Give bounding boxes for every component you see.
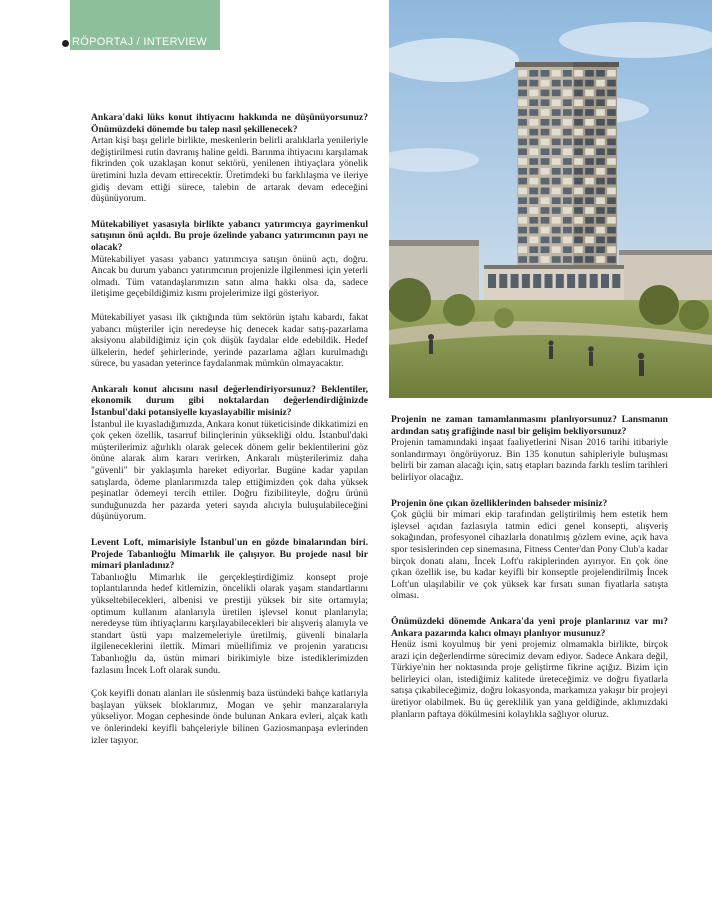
window — [585, 139, 594, 146]
window — [585, 70, 594, 77]
window — [596, 207, 605, 214]
window — [552, 246, 561, 253]
question: Ankara'daki lüks konut ihtiyacını hakkında ne düşünüyorsunuz? Önümüzdeki dönemde bu talep nasıl şekillenecek? — [91, 112, 368, 135]
window — [529, 70, 538, 77]
window — [574, 217, 583, 224]
window — [574, 256, 583, 263]
window — [574, 197, 583, 204]
window — [563, 168, 572, 175]
window — [596, 70, 605, 77]
window — [563, 237, 572, 244]
window — [563, 227, 572, 234]
window — [607, 70, 616, 77]
qa-block — [91, 219, 368, 370]
window — [552, 129, 561, 136]
window — [563, 188, 572, 195]
window — [607, 119, 616, 126]
window — [529, 217, 538, 224]
window — [552, 178, 561, 185]
window — [541, 109, 550, 116]
answer-paragraph: İstanbul ile kıyasladığımızda, Ankara konut tüketicisinde dikkatimizi en çok çeken özellik, tasarruf bilinçlerinin yüksekliği oldu. İstanbul'daki müşterilerimiz ağırlıklı olarak gelecek dönem gelir beklentilerini göz önüne alarak alım kararı verirken, Ankaralı müşterilerimiz daha "güvenli" bir yaklaşımla hareket ediyorlar. Bugüne kadar yapılan satışlarda, ödeme planlarımızda talep ettiğimizden çok daha yüksek peşinatlar ödemeyi tercih ettiler. Doğru fizibiliteyle, doğru ürünü sunduğunuzda her pazarda yeteri sayıda alıcıyla buluşulabileceğini düşünüyorum. — [91, 418, 368, 523]
window — [596, 227, 605, 234]
window — [552, 237, 561, 244]
window — [563, 139, 572, 146]
window — [585, 237, 594, 244]
window — [541, 90, 550, 97]
window — [607, 256, 616, 263]
window — [574, 99, 583, 106]
window — [563, 256, 572, 263]
window — [607, 207, 616, 214]
window — [596, 256, 605, 263]
window — [563, 197, 572, 204]
question: Projenin ne zaman tamamlanmasını planlıyorsunuz? Lansmanın ardından satış grafiğinde nasıl bir gelişim bekliyorsunuz? — [391, 414, 668, 437]
window — [529, 178, 538, 185]
window — [529, 188, 538, 195]
window — [585, 256, 594, 263]
window — [574, 207, 583, 214]
window — [541, 197, 550, 204]
window — [607, 139, 616, 146]
window — [596, 109, 605, 116]
window — [488, 274, 496, 288]
answer-paragraph: Mütekabiliyet yasası ilk çıktığında tüm sektörün iştahı kabardı, fakat yabancı müşteriler için neredeyse hiç denecek kadar satış-pazarlama aksiyonu alabildiğimiz için çok düşük faydalar elde edebildik. Hedef ülkelerin, hedef şehirlerinde, yerinde pazarlama ağları kurulmadığı sürece, bu yasadan yeterince faydalanmak mümkün olmayacaktır. — [91, 311, 368, 370]
qa-block — [391, 616, 668, 720]
window — [529, 168, 538, 175]
window — [552, 148, 561, 155]
window — [596, 246, 605, 253]
window — [529, 119, 538, 126]
window — [541, 148, 550, 155]
window — [596, 148, 605, 155]
window — [552, 256, 561, 263]
window — [541, 158, 550, 165]
window — [574, 119, 583, 126]
window — [607, 237, 616, 244]
window — [518, 70, 527, 77]
window — [596, 158, 605, 165]
window — [552, 99, 561, 106]
window — [518, 207, 527, 214]
window — [518, 188, 527, 195]
window — [585, 227, 594, 234]
window — [563, 158, 572, 165]
window — [585, 90, 594, 97]
window — [541, 207, 550, 214]
window — [529, 129, 538, 136]
question: Önümüzdeki dönemde Ankara'da yeni proje planlarınız var mı? Ankara pazarında kalıcı olmayı planlıyor musunuz? — [391, 615, 668, 639]
window — [585, 99, 594, 106]
window — [552, 217, 561, 224]
window — [563, 148, 572, 155]
window — [533, 274, 541, 288]
window — [596, 217, 605, 224]
window — [585, 178, 594, 185]
window — [552, 90, 561, 97]
window — [574, 129, 583, 136]
answer-paragraph: Projenin tamamındaki inşaat faaliyetlerini Nisan 2016 tarihi itibariyle sonlandırmayı öngörüyoruz. Bin 135 konutun sahipleriyle buluşması belirli bir zaman alacağı için, satış etapları bazında farklı teslim tarihleri belirliyor olacağız. — [391, 437, 668, 483]
window — [578, 274, 586, 288]
window — [590, 274, 598, 288]
window — [574, 158, 583, 165]
window — [541, 237, 550, 244]
window — [607, 80, 616, 87]
window — [518, 148, 527, 155]
question: Levent Loft, mimarisiyle İstanbul'un en gözde binalarından biri. Projede Tabanlıoğlu Mimarlık ile çalışıyor. Bu projede nasıl bir mimari planladınız? — [91, 537, 368, 572]
window — [585, 217, 594, 224]
window — [585, 207, 594, 214]
qa-block — [391, 414, 668, 484]
answer-paragraph: Henüz ismi koyulmuş bir yeni projemiz olmamakla birlikte, birçok arazi için değerlendirme sürecimiz devam ediyor. Sadece Ankara değil, Türkiye'nin her noktasında proje geliştirme fikrine açığız. Bizim için belirleyici olan, istediğimiz kalitede üreteceğimiz ve doğru fiyatlarla satışa çıkabileceğimiz, doğru lokasyonda, markamıza yakışır bir projeyi üretiyor olabilmek. Bu üç gereklilik yan yana geldiğinde, aklımızdaki planların paftaya dökülmesini kolaylıkla sağlıyor oluruz. — [391, 639, 668, 720]
window — [607, 99, 616, 106]
window — [574, 109, 583, 116]
window — [541, 129, 550, 136]
window — [596, 119, 605, 126]
window — [518, 90, 527, 97]
window — [518, 227, 527, 234]
window — [541, 227, 550, 234]
window — [529, 99, 538, 106]
window — [596, 178, 605, 185]
window — [518, 139, 527, 146]
window — [563, 70, 572, 77]
window — [518, 178, 527, 185]
window — [529, 197, 538, 204]
window — [607, 197, 616, 204]
answer-paragraph: Tabanlıoğlu Mimarlık ile gerçekleştirdiğimiz konsept proje toplantılarında hedef kitlemizin, öncelikli olarak yaşam standartlarını yükseltebilecekleri, albenisi ve prestiji yüksek bir site ortamıyla; optimum kullanım alanlarıyla üretilen işlevsel konut planlarıyla; neredeyse tüm ihtiyaçlarını karşılayabilecekleri bir alışveriş alanıyla ve standart üstü yapı malzemeleriyle üretilmiş, güvenli binalarla ilgileneceklerini ilettik. Mimari müellifimiz ve projenin yaratıcısı Tabanlıoğlu da, üstün mimari birikimiyle bize istediklerimizden fazlasını İncek Loft olarak sundu. — [91, 571, 368, 676]
window — [518, 99, 527, 106]
window — [607, 109, 616, 116]
window — [541, 139, 550, 146]
window — [585, 80, 594, 87]
window — [529, 246, 538, 253]
qa-block — [91, 537, 368, 746]
window — [567, 274, 575, 288]
window — [529, 80, 538, 87]
window — [529, 90, 538, 97]
window — [541, 80, 550, 87]
window — [518, 246, 527, 253]
window — [585, 148, 594, 155]
window — [518, 168, 527, 175]
window — [596, 80, 605, 87]
project-rendering-image — [389, 0, 712, 398]
window — [596, 237, 605, 244]
qa-block — [391, 498, 668, 602]
window — [529, 139, 538, 146]
window — [574, 80, 583, 87]
window — [563, 217, 572, 224]
window — [552, 109, 561, 116]
window — [574, 148, 583, 155]
window — [596, 129, 605, 136]
window — [574, 168, 583, 175]
answer-paragraph: Mütekabiliyet yasası yabancı yatırımcıya satışın önünü açtı, doğru. Ancak bu durum yabancı yatırımcının projenizle ilgilenmesi için yeterli olmadı. Tüm vatandaşlarımızın satın alma hakkı olsa da, sadece iletişime geçebildiğimiz kısmı projelerimize ilgi gösteriyor. — [91, 253, 368, 300]
window — [541, 119, 550, 126]
window — [585, 158, 594, 165]
window — [545, 274, 553, 288]
project-rendering-svg — [389, 0, 712, 398]
window — [585, 246, 594, 253]
window — [541, 188, 550, 195]
window — [518, 109, 527, 116]
window — [574, 90, 583, 97]
window — [556, 274, 564, 288]
window — [563, 80, 572, 87]
window — [563, 207, 572, 214]
window — [607, 217, 616, 224]
window — [574, 246, 583, 253]
window — [596, 168, 605, 175]
window — [607, 158, 616, 165]
window — [607, 90, 616, 97]
window — [574, 237, 583, 244]
window — [541, 178, 550, 185]
window — [585, 129, 594, 136]
window — [552, 168, 561, 175]
window — [529, 158, 538, 165]
qa-block — [91, 384, 368, 523]
window — [585, 109, 594, 116]
window — [607, 227, 616, 234]
window — [607, 168, 616, 175]
window — [607, 246, 616, 253]
window — [596, 139, 605, 146]
window — [601, 274, 609, 288]
window — [552, 70, 561, 77]
window — [541, 217, 550, 224]
window — [552, 80, 561, 87]
window — [518, 119, 527, 126]
window — [518, 217, 527, 224]
window — [585, 188, 594, 195]
window — [585, 197, 594, 204]
window — [522, 274, 530, 288]
window — [574, 178, 583, 185]
window — [607, 148, 616, 155]
answer-paragraph: Artan kişi başı gelirle birlikte, meskenlerin belirli aralıklarla yenileriyle değiştirilmesi rutin davranış haline geldi. Barınma ihtiyacını karşılamak fikrinden çok uzaklaşan konut sektörü, yenilenen ihtiyaçlara yönelik üretimini hızla devam ettirecektir. Üretimdeki bu farklılaşma ve ileriye gidiş devam ettiği sürece, talebin de artarak devam edeceğini düşünüyorum. — [91, 135, 368, 205]
window — [607, 178, 616, 185]
window — [541, 70, 550, 77]
question: Mütekabiliyet yasasıyla birlikte yabancı yatırımcıya gayrimenkul satışının önü açıldı. Bu proje özelinde yabancı yatırımcının payı ne olacak? — [91, 218, 368, 253]
window — [574, 139, 583, 146]
window — [552, 197, 561, 204]
window — [499, 274, 507, 288]
window — [541, 168, 550, 175]
window — [612, 274, 620, 288]
window — [552, 207, 561, 214]
window — [596, 197, 605, 204]
window — [563, 178, 572, 185]
window — [585, 168, 594, 175]
window — [574, 70, 583, 77]
window — [563, 129, 572, 136]
window — [563, 109, 572, 116]
window — [529, 256, 538, 263]
window — [596, 90, 605, 97]
window — [552, 158, 561, 165]
window — [574, 227, 583, 234]
window — [596, 188, 605, 195]
window — [529, 227, 538, 234]
window — [518, 158, 527, 165]
window — [607, 129, 616, 136]
window — [541, 256, 550, 263]
bullet-icon — [62, 40, 69, 47]
window — [607, 188, 616, 195]
question: Projenin öne çıkan özelliklerinden bahseder misiniz? — [391, 497, 608, 509]
window — [518, 237, 527, 244]
window — [574, 188, 583, 195]
right-column — [391, 414, 668, 734]
window — [529, 237, 538, 244]
window — [529, 109, 538, 116]
answer-paragraph: Çok keyifli donatı alanları ile süslenmiş baza üstündeki bahçe katlarıyla başlayan yüksek bloklarımız, Mogan ve şehir manzaralarıyla yükseliyor. Mogan cephesinde önde bulunan Ankara evleri, alçak katlı ve önlerindeki keyifli bahçeleriyle bilinen Gaziosmanpaşa evlerinden izler taşıyor. — [91, 688, 368, 746]
window — [596, 99, 605, 106]
window — [518, 256, 527, 263]
window — [563, 99, 572, 106]
window — [529, 207, 538, 214]
window — [563, 246, 572, 253]
window — [541, 99, 550, 106]
left-column — [91, 112, 368, 760]
window — [529, 148, 538, 155]
window — [511, 274, 519, 288]
answer-paragraph: Çok güçlü bir mimari ekip tarafından geliştirilmiş hem estetik hem işlevsel açıdan fazlasıyla tatmin edici genel konsepti, alışveriş sokağından, profesyonel cihazlarla donatılmış gözlem evine, açık hava spor tesislerinden cep sinemasına, Fitness Center'dan Pony Club'a kadar birçok donatı alanı, İncek Loft'u rakiplerinden ayırıyor. En çok öne çıkan özellik ise, bu kadar keyifli bir konseptle projelendirilmiş İncek Loft'un ulaşılabilir ve çok yüksek kar fırsatı sunan fiyatlarla satışta olması. — [391, 509, 668, 602]
window — [552, 188, 561, 195]
window — [552, 119, 561, 126]
window — [541, 246, 550, 253]
window — [518, 80, 527, 87]
window — [518, 129, 527, 136]
window — [563, 119, 572, 126]
window — [552, 139, 561, 146]
window — [552, 227, 561, 234]
window — [518, 197, 527, 204]
qa-block — [91, 112, 368, 205]
question: Ankaralı konut alıcısını nasıl değerlendiriyorsunuz? Beklentiler, ekonomik durum gibi noktalardan değerlendirdiğinizde İstanbul'daki potansiyelle kıyaslayabilir misiniz? — [91, 383, 368, 419]
window — [563, 90, 572, 97]
section-label: RÖPORTAJ / INTERVIEW — [72, 36, 207, 48]
window — [585, 119, 594, 126]
